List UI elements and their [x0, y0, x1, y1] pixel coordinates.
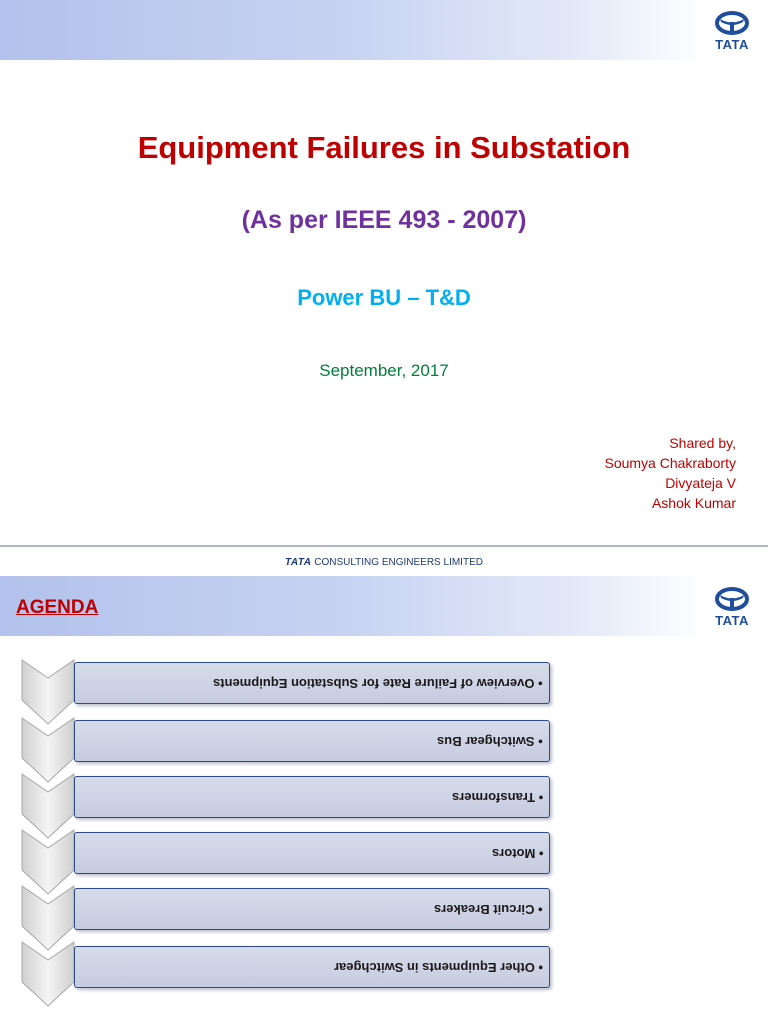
agenda-item-label: • Transformers [451, 789, 543, 805]
agenda-item-label: • Overview of Failure Rate for Substation Equipments [213, 675, 543, 691]
shared-by-block [604, 433, 736, 513]
agenda-slide [0, 576, 768, 1024]
agenda-heading: AGENDA [16, 597, 99, 618]
agenda-item [74, 888, 550, 930]
presentation-subtitle: (As per IEEE 493 - 2007) [241, 206, 527, 234]
footer-company-name: CONSULTING ENGINEERS LIMITED [311, 557, 483, 568]
presentation-title: Equipment Failures in Substation [137, 130, 631, 165]
author-name: Ashok Kumar [651, 495, 736, 511]
tata-wordmark: TATA [715, 613, 749, 628]
agenda-item-label: • Motors [491, 845, 543, 861]
header-band [0, 576, 768, 636]
author-name: Soumya Chakraborty [604, 455, 736, 471]
tata-logo-icon [710, 10, 754, 52]
agenda-item [74, 720, 550, 762]
agenda-item-label: • Other Equipments in Switchgear [334, 959, 543, 975]
author-name: Divyateja V [665, 475, 736, 491]
tata-wordmark: TATA [715, 37, 749, 52]
agenda-item [74, 776, 550, 818]
presentation-date: September, 2017 [319, 361, 449, 380]
agenda-item-label: • Switchgear Bus [437, 733, 543, 749]
agenda-item [74, 832, 550, 874]
tata-logo-icon [710, 586, 754, 628]
footer-brand: TATA [285, 557, 312, 568]
business-unit: Power BU – T&D [297, 285, 471, 310]
footer-company [0, 557, 768, 568]
footer-divider [0, 545, 768, 547]
chevron-down-icon [20, 660, 76, 726]
tata-emblem-icon [710, 10, 754, 38]
chevron-down-icon [20, 942, 76, 1008]
agenda-item [74, 662, 550, 704]
agenda-list [20, 656, 560, 1016]
agenda-item-label: • Circuit Breakers [434, 901, 543, 917]
agenda-item [74, 946, 550, 988]
tata-emblem-icon [710, 586, 754, 614]
header-band [0, 0, 768, 60]
shared-by-label: Shared by, [669, 435, 736, 451]
